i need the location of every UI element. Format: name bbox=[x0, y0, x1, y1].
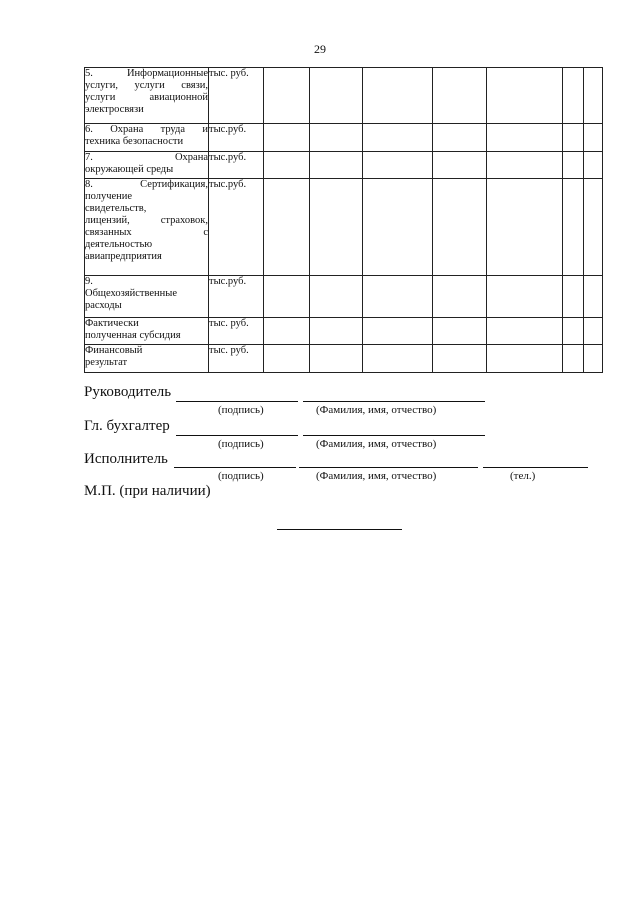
value-cell bbox=[310, 345, 363, 373]
value-cell bbox=[264, 152, 310, 179]
value-cell bbox=[563, 179, 584, 276]
value-cell bbox=[584, 68, 603, 124]
head-signature-line bbox=[176, 401, 298, 402]
page-number: 29 bbox=[314, 42, 326, 56]
value-cell bbox=[264, 68, 310, 124]
row-unit: тыс.руб. bbox=[209, 152, 264, 179]
row-label-line: 6. Охрана труда и bbox=[85, 124, 208, 135]
row-unit: тыс.руб. bbox=[209, 124, 264, 152]
value-cell bbox=[433, 152, 487, 179]
value-cell bbox=[310, 276, 363, 318]
row-label-line: электросвязи bbox=[85, 104, 144, 115]
value-cell bbox=[264, 318, 310, 345]
table-row bbox=[85, 68, 603, 124]
row-label-line: 9. bbox=[85, 276, 93, 287]
report-table bbox=[84, 67, 603, 373]
head-label: Руководитель bbox=[84, 384, 172, 400]
row-label-line: техника безопасности bbox=[85, 136, 184, 147]
row-label bbox=[85, 152, 209, 179]
value-cell bbox=[363, 124, 433, 152]
row-label-line: услуги авиационной bbox=[85, 92, 208, 103]
value-cell bbox=[584, 318, 603, 345]
value-cell bbox=[363, 276, 433, 318]
value-cell bbox=[563, 152, 584, 179]
value-cell bbox=[563, 68, 584, 124]
row-unit: тыс. руб. bbox=[209, 345, 264, 373]
executor-label: Исполнитель bbox=[84, 451, 168, 467]
row-unit: тыс. руб. bbox=[209, 68, 264, 124]
row-label-line: 7. Охрана bbox=[85, 152, 208, 163]
value-cell bbox=[433, 68, 487, 124]
row-label-line: 8. Сертификация, bbox=[85, 179, 208, 190]
value-cell bbox=[433, 276, 487, 318]
row-label-line: свидетельств, bbox=[85, 203, 147, 214]
table-row bbox=[85, 318, 603, 345]
row-label-line: услуги, услуги связи, bbox=[85, 80, 208, 91]
row-label-line: Финансовый bbox=[85, 345, 143, 356]
value-cell bbox=[433, 179, 487, 276]
value-cell bbox=[363, 345, 433, 373]
executor-signature-line bbox=[174, 467, 296, 468]
row-label bbox=[85, 124, 209, 152]
accountant-signature-line bbox=[176, 435, 298, 436]
row-label bbox=[85, 276, 209, 318]
value-cell bbox=[310, 152, 363, 179]
row-label bbox=[85, 318, 209, 345]
executor-phone-line bbox=[483, 467, 588, 468]
table-row bbox=[85, 124, 603, 152]
value-cell bbox=[563, 124, 584, 152]
table-row bbox=[85, 345, 603, 373]
head-name-line bbox=[303, 401, 485, 402]
row-label-line: деятельностью bbox=[85, 239, 153, 250]
row-label-line: лицензий, страховок, bbox=[85, 215, 208, 226]
value-cell bbox=[563, 318, 584, 345]
executor-name-line bbox=[299, 467, 478, 468]
accountant-signature-caption: (подпись) bbox=[218, 438, 264, 450]
executor-signature-caption: (подпись) bbox=[218, 470, 264, 482]
value-cell bbox=[487, 179, 563, 276]
value-cell bbox=[264, 179, 310, 276]
row-label-line: полученная субсидия bbox=[85, 330, 181, 341]
row-label bbox=[85, 179, 209, 276]
row-unit: тыс.руб. bbox=[209, 179, 264, 276]
row-label-line: связанных с bbox=[85, 227, 208, 238]
value-cell bbox=[584, 152, 603, 179]
row-unit: тыс.руб. bbox=[209, 276, 264, 318]
table-row bbox=[85, 179, 603, 276]
row-label-line: 5. Информационные bbox=[85, 68, 208, 79]
value-cell bbox=[264, 124, 310, 152]
row-label-line: Фактически bbox=[85, 318, 139, 329]
row-label-line: результат bbox=[85, 357, 128, 368]
row-label-line: авиапредприятия bbox=[85, 251, 162, 262]
table-row bbox=[85, 276, 603, 318]
executor-name-caption: (Фамилия, имя, отчество) bbox=[316, 470, 437, 482]
value-cell bbox=[264, 276, 310, 318]
accountant-name-caption: (Фамилия, имя, отчество) bbox=[316, 438, 437, 450]
accountant-label: Гл. бухгалтер bbox=[84, 418, 170, 434]
value-cell bbox=[584, 276, 603, 318]
value-cell bbox=[363, 318, 433, 345]
row-unit: тыс. руб. bbox=[209, 318, 264, 345]
value-cell bbox=[487, 276, 563, 318]
value-cell bbox=[310, 68, 363, 124]
table-row bbox=[85, 152, 603, 179]
row-label bbox=[85, 345, 209, 373]
value-cell bbox=[433, 345, 487, 373]
value-cell bbox=[487, 124, 563, 152]
value-cell bbox=[563, 276, 584, 318]
row-label-line: получение bbox=[85, 191, 133, 202]
accountant-name-line bbox=[303, 435, 485, 436]
value-cell bbox=[487, 318, 563, 345]
value-cell bbox=[563, 345, 584, 373]
value-cell bbox=[310, 318, 363, 345]
row-label-line: окружающей среды bbox=[85, 164, 174, 175]
value-cell bbox=[487, 68, 563, 124]
value-cell bbox=[487, 152, 563, 179]
row-label-line: Общехозяйственные bbox=[85, 288, 177, 299]
value-cell bbox=[310, 124, 363, 152]
value-cell bbox=[363, 152, 433, 179]
value-cell bbox=[363, 179, 433, 276]
value-cell bbox=[584, 179, 603, 276]
value-cell bbox=[584, 124, 603, 152]
closing-rule bbox=[277, 529, 402, 530]
head-signature-caption: (подпись) bbox=[218, 404, 264, 416]
row-label bbox=[85, 68, 209, 124]
value-cell bbox=[264, 345, 310, 373]
value-cell bbox=[433, 124, 487, 152]
head-name-caption: (Фамилия, имя, отчество) bbox=[316, 404, 437, 416]
value-cell bbox=[310, 179, 363, 276]
value-cell bbox=[487, 345, 563, 373]
executor-phone-caption: (тел.) bbox=[510, 470, 536, 482]
value-cell bbox=[363, 68, 433, 124]
row-label-line: расходы bbox=[85, 300, 122, 311]
value-cell bbox=[584, 345, 603, 373]
stamp-label: М.П. (при наличии) bbox=[84, 483, 211, 499]
value-cell bbox=[433, 318, 487, 345]
